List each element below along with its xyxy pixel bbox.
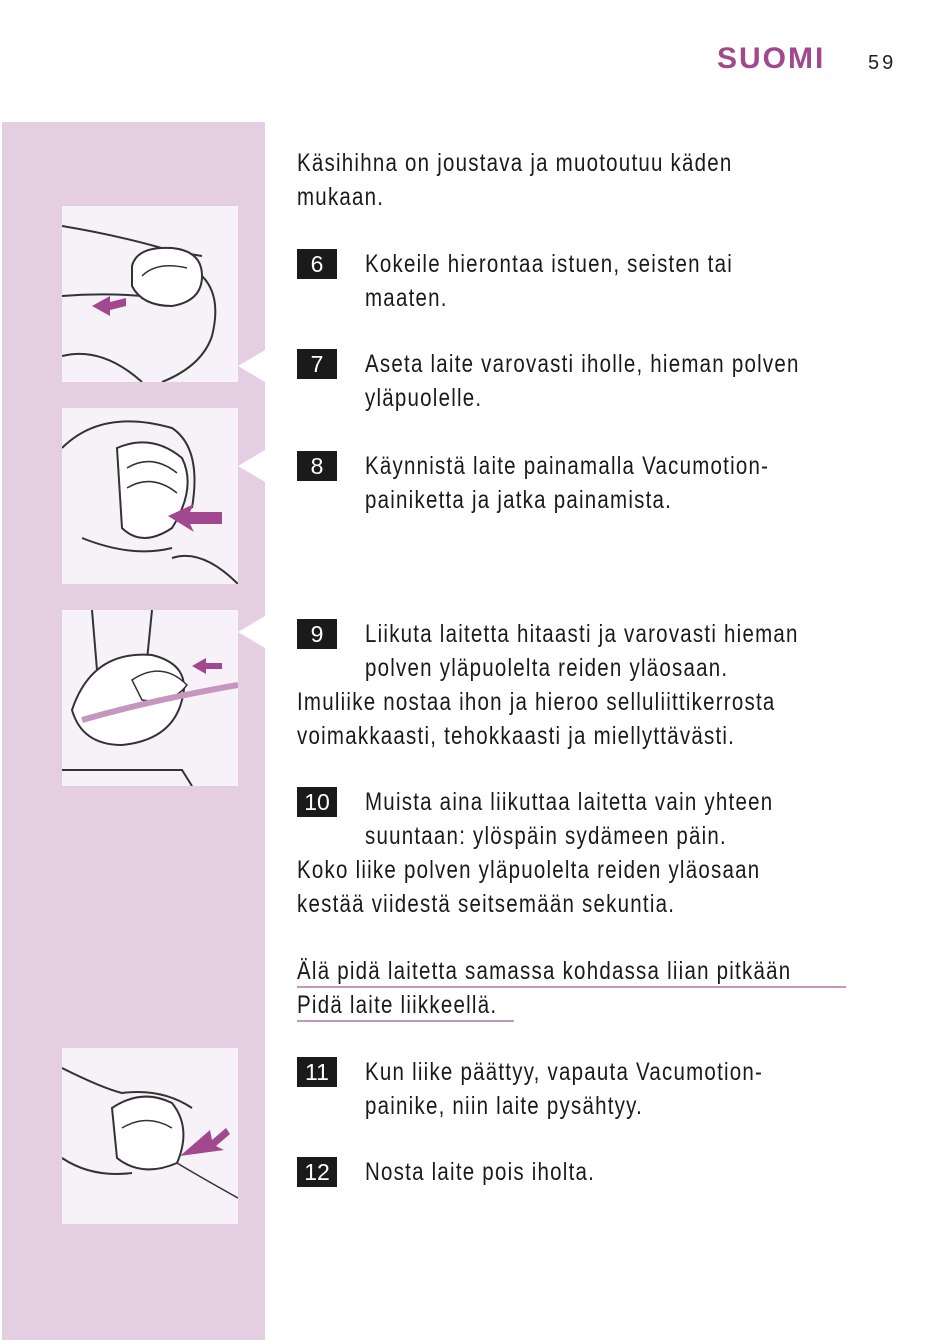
figure-notch [238, 350, 265, 382]
page-number: 59 [868, 52, 897, 74]
warning-line: Älä pidä laitetta samassa kohdassa liian pitkään [297, 957, 792, 985]
warning-line: Pidä laite liikkeellä. [297, 991, 498, 1019]
note-line: voimakkaasti, tehokkaasti ja miellyttävästi. [297, 722, 736, 750]
step-text: Muista aina liikuttaa laitetta vain yhteen [365, 788, 774, 816]
step-text: painike, niin laite pysähtyy. [365, 1092, 644, 1120]
step-text: Käynnistä laite painamalla Vacumotion- [365, 452, 770, 480]
step-text: Aseta laite varovasti iholle, hieman polven [365, 350, 800, 378]
step-text: Nosta laite pois iholta. [365, 1158, 596, 1186]
step-text: Kokeile hierontaa istuen, seisten tai [365, 250, 734, 278]
step-text: maaten. [365, 284, 448, 312]
step-number: 12 [297, 1157, 337, 1187]
step-text: Kun liike päättyy, vapauta Vacumotion- [365, 1058, 764, 1086]
figure-notch [238, 450, 265, 482]
section-title: SUOMI [717, 42, 826, 75]
intro-line: Käsihihna on joustava ja muotoutuu käden [297, 149, 733, 177]
hand-pressing-button-illustration [62, 408, 238, 584]
step-text: painiketta ja jatka painamista. [365, 486, 673, 514]
step-number: 8 [297, 451, 337, 481]
hand-releasing-button-illustration [62, 1048, 238, 1224]
step-text: polven yläpuolelta reiden yläosaan. [365, 654, 729, 682]
step-text: yläpuolelle. [365, 384, 483, 412]
figure-notch [238, 616, 265, 648]
step-text: suuntaan: ylöspäin sydämeen päin. [365, 822, 727, 850]
step-text: Liikuta laitetta hitaasti ja varovasti hieman [365, 620, 799, 648]
step-number: 9 [297, 619, 337, 649]
step-number: 6 [297, 249, 337, 279]
intro-line: mukaan. [297, 183, 385, 211]
note-line: kestää viidestä seitsemään sekuntia. [297, 890, 676, 918]
warning-underline [297, 1020, 514, 1022]
step-number: 11 [297, 1057, 337, 1087]
step-number: 7 [297, 349, 337, 379]
note-line: Koko liike polven yläpuolelta reiden yläosaan [297, 856, 761, 884]
step-number: 10 [297, 787, 337, 817]
device-moving-up-thigh-illustration [62, 610, 238, 786]
note-line: Imuliike nostaa ihon ja hieroo selluliittikerrosta [297, 688, 776, 716]
hand-device-on-knee-illustration [62, 206, 238, 382]
